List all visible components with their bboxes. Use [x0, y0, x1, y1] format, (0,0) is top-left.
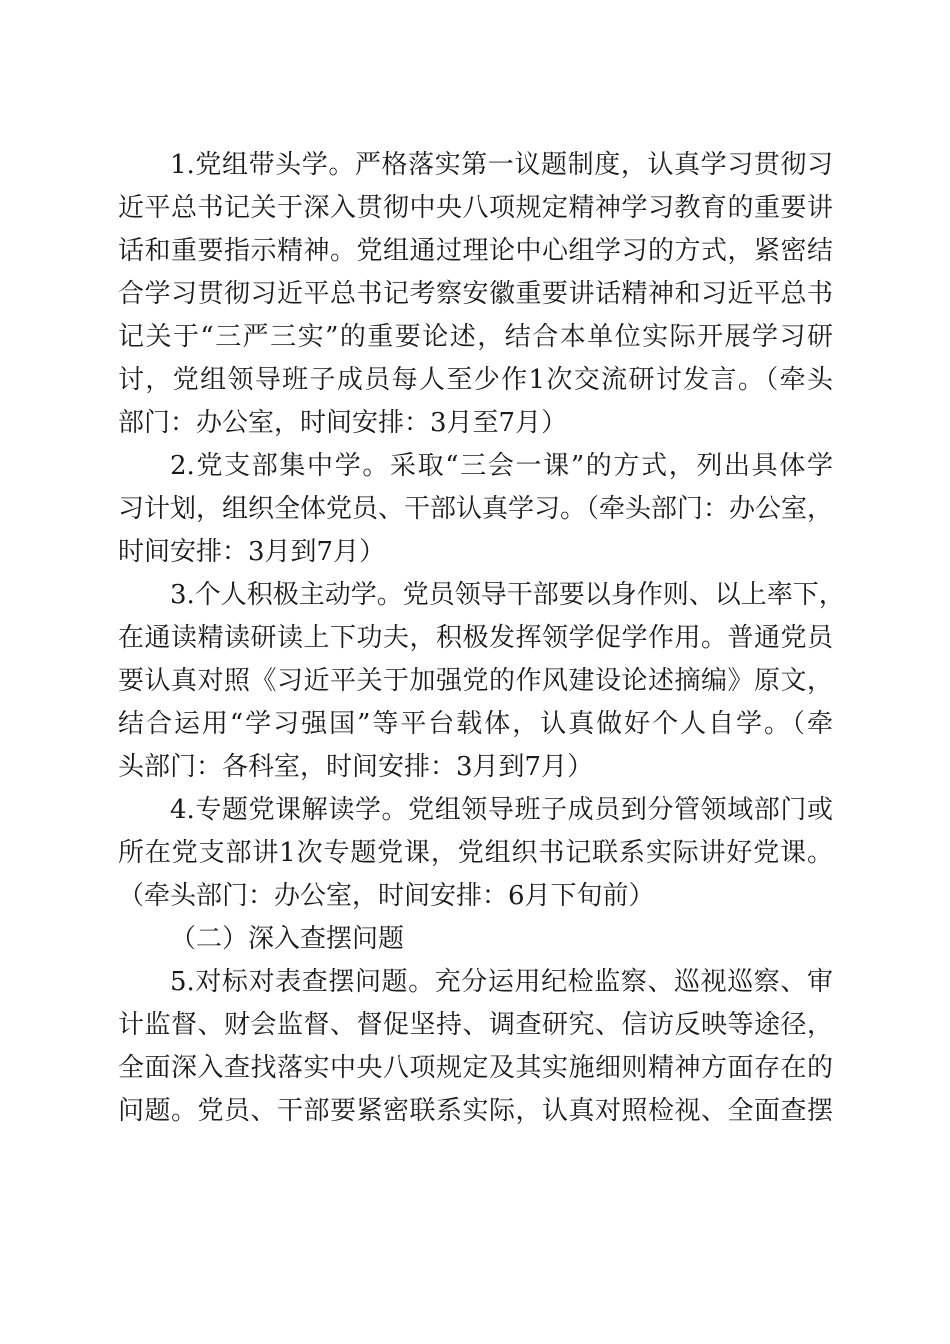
text-line: 习计划，组织全体党员、干部认真学习。（牵头部门：办公室，	[118, 494, 834, 524]
text-line: 3.个人积极主动学。党员领导干部要以身作则、以上率下，	[170, 580, 845, 610]
text-line: 记关于“三严三实”的重要论述，结合本单位实际开展学习研	[118, 322, 833, 352]
text-line: 时间安排：3月到7月）	[118, 537, 386, 567]
text-line: 要认真对照《习近平关于加强党的作风建设论述摘编》原文，	[118, 666, 833, 696]
text-line: 2.党支部集中学。采取“三会一课”的方式，列出具体学	[170, 451, 833, 481]
text-line: 近平总书记关于深入贯彻中央八项规定精神学习教育的重要讲	[118, 193, 833, 223]
text-line: 讨，党组领导班子成员每人至少作1次交流研讨发言。（牵头	[118, 365, 833, 395]
text-line: 问题。党员、干部要紧密联系实际，认真对照检视、全面查摆	[118, 1096, 833, 1126]
text-line: 计监督、财会监督、督促坚持、调查研究、信访反映等途径，	[118, 1010, 833, 1040]
text-line: 4.专题党课解读学。党组领导班子成员到分管领域部门或	[170, 795, 833, 825]
text-line: 所在党支部讲1次专题党课，党组织书记联系实际讲好党课。	[118, 838, 833, 868]
text-line: 1.党组带头学。严格落实第一议题制度，认真学习贯彻习	[170, 150, 833, 180]
text-line: 话和重要指示精神。党组通过理论中心组学习的方式，紧密结	[118, 236, 833, 266]
text-line: 头部门：各科室，时间安排：3月到7月）	[118, 752, 594, 782]
text-line: （牵头部门：办公室，时间安排：6月下旬前）	[118, 881, 655, 911]
text-line: 全面深入查找落实中央八项规定及其实施细则精神方面存在的	[118, 1053, 833, 1083]
text-line: 5.对标对表查摆问题。充分运用纪检监察、巡视巡察、审	[170, 967, 833, 997]
text-line: 部门：办公室，时间安排：3月至7月）	[118, 408, 568, 438]
text-line: 合学习贯彻习近平总书记考察安徽重要讲话精神和习近平总书	[118, 279, 833, 309]
text-line: 结合运用“学习强国”等平台载体，认真做好个人自学。（牵	[118, 709, 833, 739]
section-heading: （二）深入查摆问题	[170, 924, 405, 954]
text-line: 在通读精读研读上下功夫，积极发挥领学促学作用。普通党员	[118, 623, 833, 653]
